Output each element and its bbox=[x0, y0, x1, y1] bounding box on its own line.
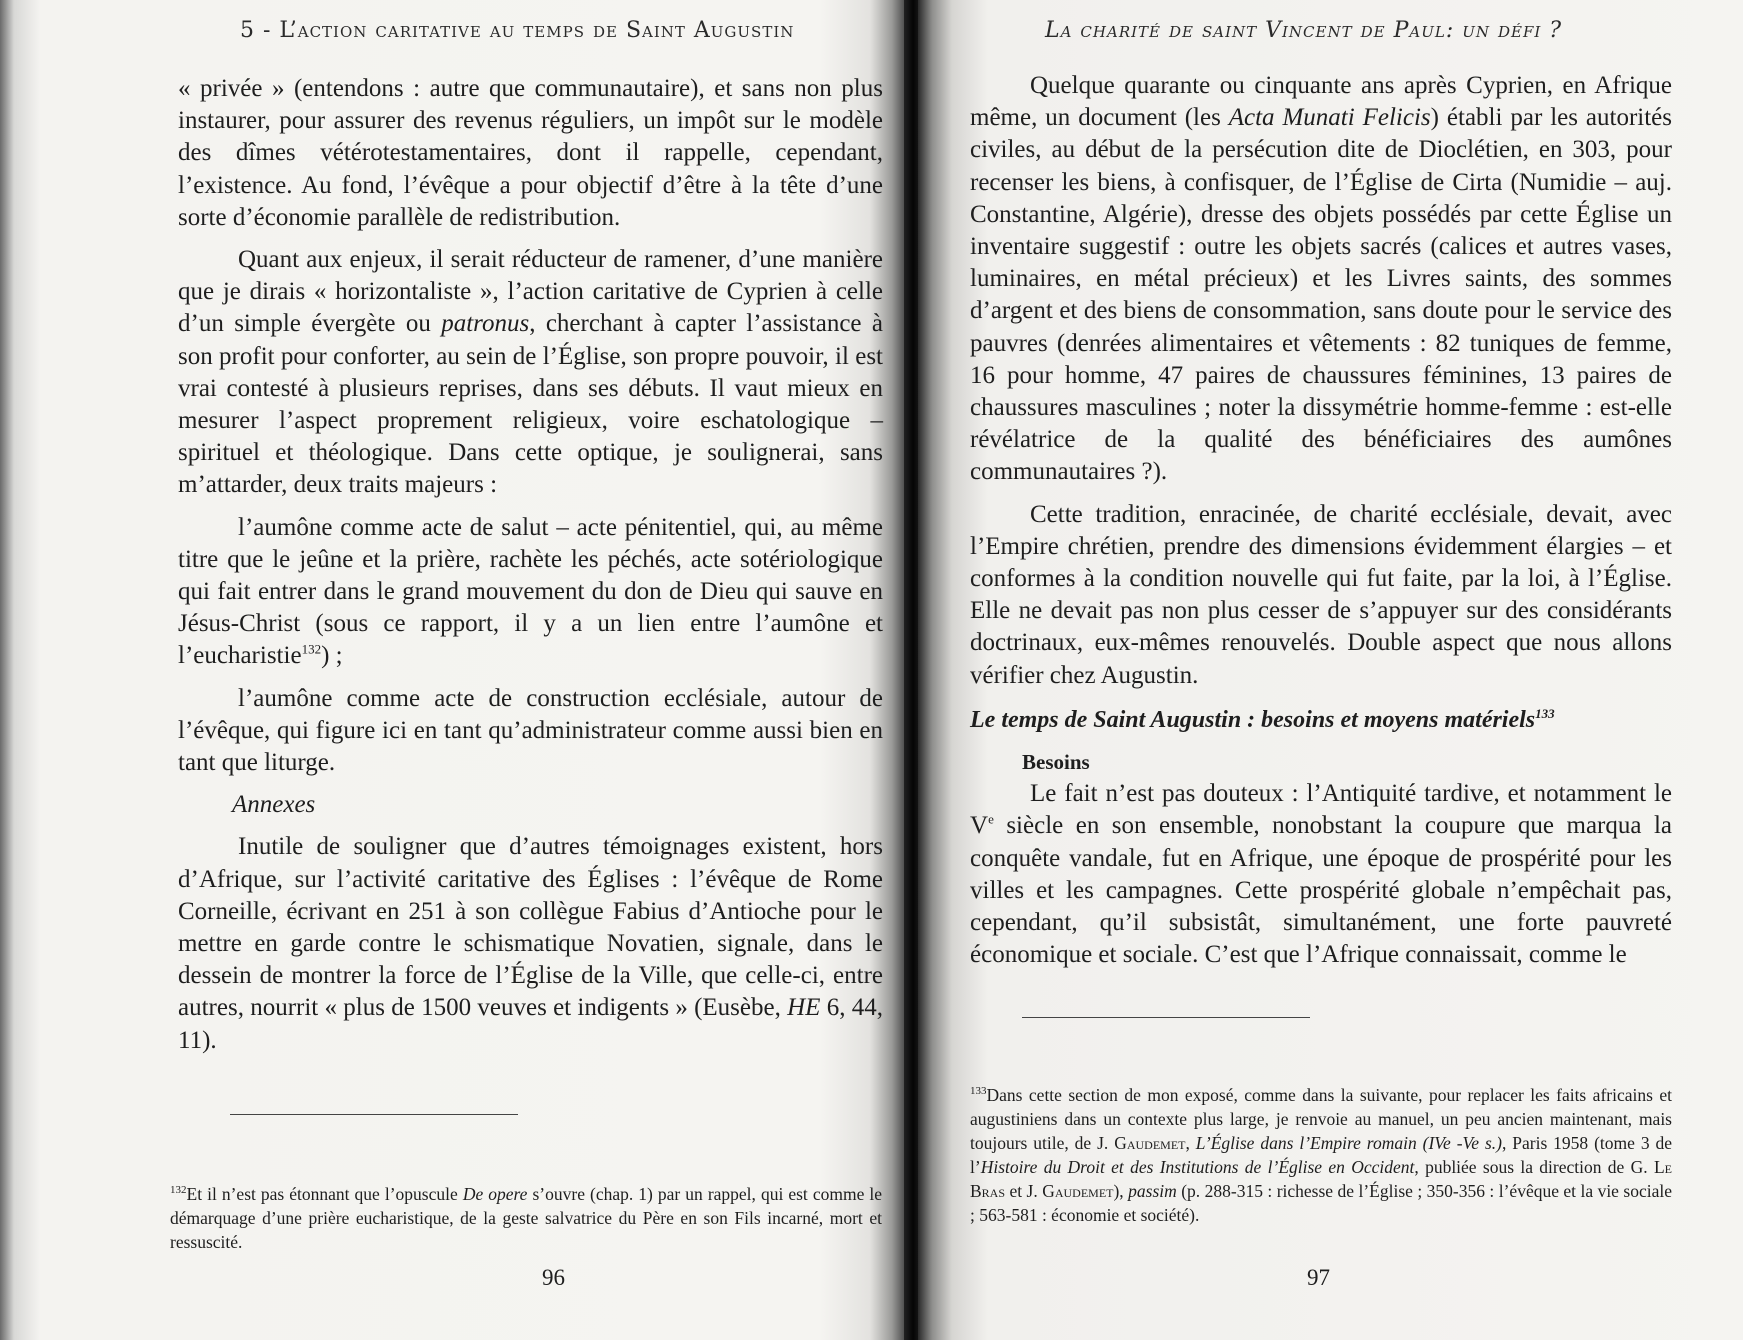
running-head: 5 - L’action caritative au temps de Saint Augustin bbox=[240, 18, 795, 43]
paragraph-text: ) ; bbox=[321, 642, 343, 670]
section-heading bbox=[970, 704, 1672, 736]
footnote-rule bbox=[230, 1114, 518, 1115]
paragraph bbox=[970, 70, 1672, 489]
superscript: e bbox=[988, 812, 994, 828]
running-head: La charité de saint Vincent de Paul: un défi ? bbox=[1045, 18, 1563, 43]
section-heading-text: Le temps de Saint Augustin : besoins et moyens matériels bbox=[970, 706, 1536, 733]
page-number: 96 bbox=[542, 1265, 565, 1290]
paragraph-text: Quant aux enjeux, il serait réducteur de ramener, d’une manière que je dirais « horizontaliste », l’action caritative de Cyprien à celle d’un simple évergète ou patronus, cherchant à capter l’assistance à son profit pour conforter, au sein de l’Église, son propre pouvoir, il est vrai contesté à plusieurs reprises, dans ses débuts. Il vaut mieux en mesurer l’aspect proprement religieux, voire eschatologique – spirituel et théologique. Dans cette optique, je soulignerai, sans m’attarder, deux traits majeurs : bbox=[178, 246, 883, 499]
paragraph: Cette tradition, enracinée, de charité ecclésiale, devait, avec l’Empire chrétien, prendre des dimensions évidemment élargies – et conformes à la condition nouvelle qui fut faite, par la loi, à l’Église. Elle ne devait pas non plus cesser de s’appuyer sur des considérants doctrinaux, eux-mêmes renouvelés. Double aspect que nous allons vérifier chez Augustin. bbox=[970, 500, 1672, 689]
italic-term: patronus bbox=[441, 310, 530, 338]
paragraph: « privée » (entendons : autre que communautaire), et sans non plus instaurer, pour assurer des revenus réguliers, un impôt sur le modèle des dîmes vétérotestamentaires, dont il rappelle, cependant, l’existence. Au fond, l’évêque a pour objectif d’être à la tête d’une sorte d’économie parallèle de redistribution. bbox=[178, 75, 883, 231]
footnote-text: et J. bbox=[1005, 1181, 1043, 1201]
page-number: 97 bbox=[1307, 1265, 1330, 1290]
footnote-text: Gaudemet bbox=[1114, 1133, 1186, 1153]
footnote-ref[interactable]: 133 bbox=[1535, 705, 1555, 721]
body-text bbox=[970, 70, 1672, 971]
italic-term: HE bbox=[787, 994, 821, 1022]
footnote-text: ), bbox=[1113, 1181, 1129, 1201]
footnote-text: L’Église dans l’Empire romain (IVe -Ve s.) bbox=[1195, 1133, 1502, 1153]
paragraph: l’aumône comme acte de construction ecclésiale, autour de l’évêque, qui figure ici en tant qu’administrateur comme aussi bien en tant que liturge. bbox=[178, 684, 883, 777]
paragraph-text: Le fait n’est pas douteux : l’Antiquité tardive, et notamment le V bbox=[970, 780, 1672, 840]
footnote-text: Gaudemet bbox=[1042, 1181, 1114, 1201]
right-page bbox=[918, 0, 1743, 1340]
footnote-text: s’ouvre (chap. 1) par un rappel, qui est comme le démarquage d’une prière eucharistique, de la geste salvatrice du Père en son Fils incarné, mort et ressuscité. bbox=[170, 1184, 882, 1252]
subsection-heading: Besoins bbox=[1022, 750, 1090, 775]
footnote-text: Histoire du Droit et des Institutions de l’Église en Occident bbox=[980, 1157, 1415, 1177]
paragraph-text: Quelque quarante ou cinquante ans après Cyprien, en Afrique même, un document (les bbox=[970, 72, 1672, 132]
paragraph: Inutile de souligner que d’autres témoignages existent, hors d’Afrique, sur l’activité caritative des Églises : l’évêque de Rome Corneille, écrivant en 251 à son collègue Fabius d’Antioche pour le mettre en garde contre le schismatique Novatien, signale, dans le dessein de montrer la force de l’Église de la Ville, que celle-ci, entre autres, nourrit « plus de 1500 veuves et indigents » (Eusèbe, HE 6, 44, 11). bbox=[178, 833, 883, 1054]
paragraph-text: l’aumône comme acte de salut – acte pénitentiel, qui, au même titre que le jeûne et la prière, rachète les péchés, acte sotériologique qui fait entrer dans le grand mouvement du don de Dieu qui sauve en Jésus-Christ (sous ce rapport, il y a un lien entre l’aumône et l’eucharistie bbox=[178, 513, 883, 670]
footnote-ref[interactable]: 132 bbox=[301, 642, 322, 658]
subsection-heading: Annexes bbox=[232, 791, 316, 819]
footnote-text: , bbox=[1185, 1133, 1196, 1153]
footnote bbox=[970, 1083, 1672, 1227]
footnote-text: De opere bbox=[462, 1184, 528, 1204]
footnote-text: (p. 288-315 : richesse de l’Église ; 350-356 : l’évêque et la vie sociale ; 563-581 : économie et société). bbox=[970, 1181, 1672, 1225]
paragraph bbox=[178, 512, 883, 673]
footnote-text: Et il n’est pas étonnant que l’opuscule bbox=[186, 1184, 463, 1204]
body-text bbox=[178, 73, 883, 1057]
footnote-text: Dans cette section de mon exposé, comme dans la suivante, pour replacer les faits africains et augustiniens dans un contexte plus large, je renvoie au manuel, un peu ancien maintenant, mais toujours utile, de J. bbox=[970, 1085, 1672, 1153]
footnote-number: 133 bbox=[970, 1085, 987, 1098]
paragraph-text: ) établi par les autorités civiles, au début de la persécution dite de Dioclétien, en 303, pour recenser les biens, à confisquer, de l’Église de Cirta (Numidie – auj. Constantine, Algérie), dresse des objets possédés par cette Église un inventaire suggestif : outre les objets sacrés (calices et autres vases, luminaires, en métal précieux) et les Livres saints, des sommes d’argent et des biens de consommation, sans doute pour le service des pauvres (denrées alimentaires et vêtements : 82 tuniques de femme, 16 pour homme, 47 paires de chaussures féminines, 13 paires de chaussures masculines ; noter la dissymétrie homme-femme : est-elle révélatrice de la qualité des bénéficiaires des aumônes communautaires ?). bbox=[970, 104, 1673, 486]
paragraph-text: Acta Munati Felicis bbox=[1228, 104, 1431, 132]
footnote-rule bbox=[1022, 1017, 1310, 1018]
footnote-text: passim bbox=[1128, 1181, 1177, 1201]
paragraph bbox=[178, 244, 883, 502]
paragraph-text: siècle en son ensemble, nonobstant la coupure que marqua la conquête vandale, fut en Afrique, une époque de prospérité pour les villes et les campagnes. Cette prospérité globale n’empêchait pas, cependant, qu’il subsistât, simultanément, une forte pauvreté économique et sociale. C’est que l’Afrique connaissait, comme le bbox=[970, 812, 1672, 969]
footnote bbox=[170, 1182, 882, 1254]
footnote-text: , Paris 1958 (tome 3 de l’ bbox=[970, 1133, 1673, 1177]
footnote-number: 132 bbox=[170, 1184, 187, 1197]
footnote-text: , publiée sous la direction de G. bbox=[1414, 1157, 1654, 1177]
paragraph bbox=[970, 778, 1672, 971]
footnote-text: Le Bras bbox=[970, 1157, 1672, 1201]
